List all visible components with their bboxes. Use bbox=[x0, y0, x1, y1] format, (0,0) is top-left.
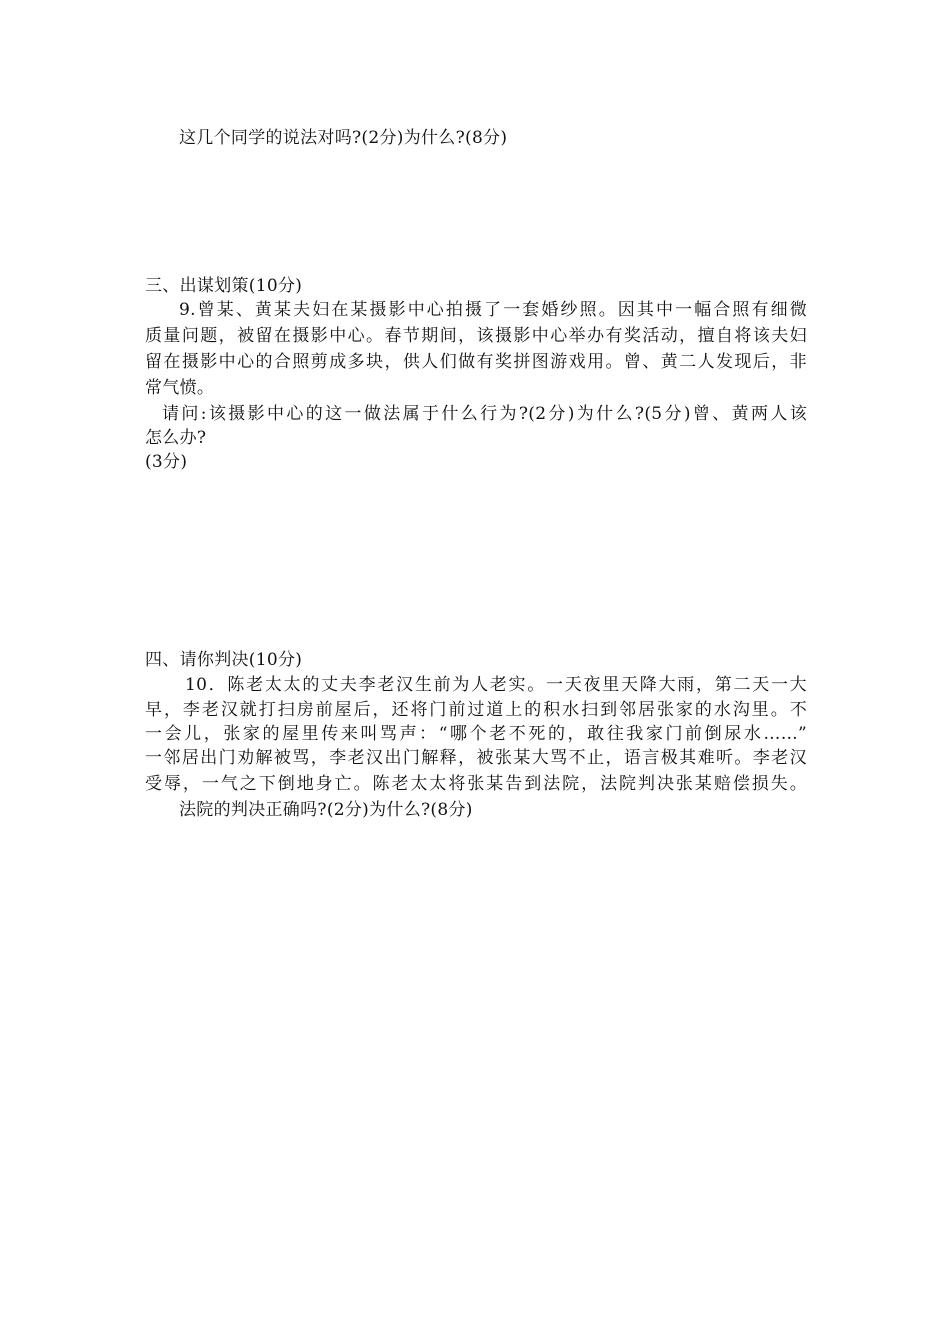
section3-heading: 三、出谋划策(10分) bbox=[145, 276, 303, 296]
q9-question-line: 怎么办? bbox=[145, 428, 207, 448]
q9-text-line: 质量问题，被留在摄影中心。春节期间，该摄影中心举办有奖活动，擅自将该夫妇 bbox=[145, 326, 807, 346]
q10-text-line: 10．陈老太太的丈夫李老汉生前为人老实。一天夜里天降大雨，第二天一大 bbox=[185, 675, 807, 695]
q10-question: 法院的判决正确吗?(2分)为什么?(8分) bbox=[179, 800, 473, 820]
q10-text-line: 一邻居出门劝解被骂，李老汉出门解释，被张某大骂不止，语言极其难听。李老汉 bbox=[145, 748, 807, 768]
q9-text-line: 9.曾某、黄某夫妇在某摄影中心拍摄了一套婚纱照。因其中一幅合照有细微 bbox=[179, 300, 807, 320]
q9-text-line: 留在摄影中心的合照剪成多块，供人们做有奖拼图游戏用。曾、黄二人发现后，非 bbox=[145, 352, 807, 372]
section4-heading: 四、请你判决(10分) bbox=[145, 650, 303, 670]
q9-question-line: 请问:该摄影中心的这一做法属于什么行为?(2分)为什么?(5分)曾、黄两人该 bbox=[162, 404, 807, 424]
q10-text-line: 早，李老汉就打扫房前屋后，还将门前过道上的积水扫到邻居张家的水沟里。不 bbox=[145, 700, 807, 720]
q9-question-line: (3分) bbox=[145, 452, 188, 472]
q8-prompt: 这几个同学的说法对吗?(2分)为什么?(8分) bbox=[179, 128, 508, 148]
q9-text-line: 常气愤。 bbox=[145, 378, 215, 398]
q10-text-line: 受辱，一气之下倒地身亡。陈老太太将张某告到法院，法院判决张某赔偿损失。 bbox=[145, 774, 807, 794]
q10-text-line: 一会儿，张家的屋里传来叫骂声：“哪个老不死的，敢往我家门前倒尿水……” bbox=[145, 724, 807, 744]
